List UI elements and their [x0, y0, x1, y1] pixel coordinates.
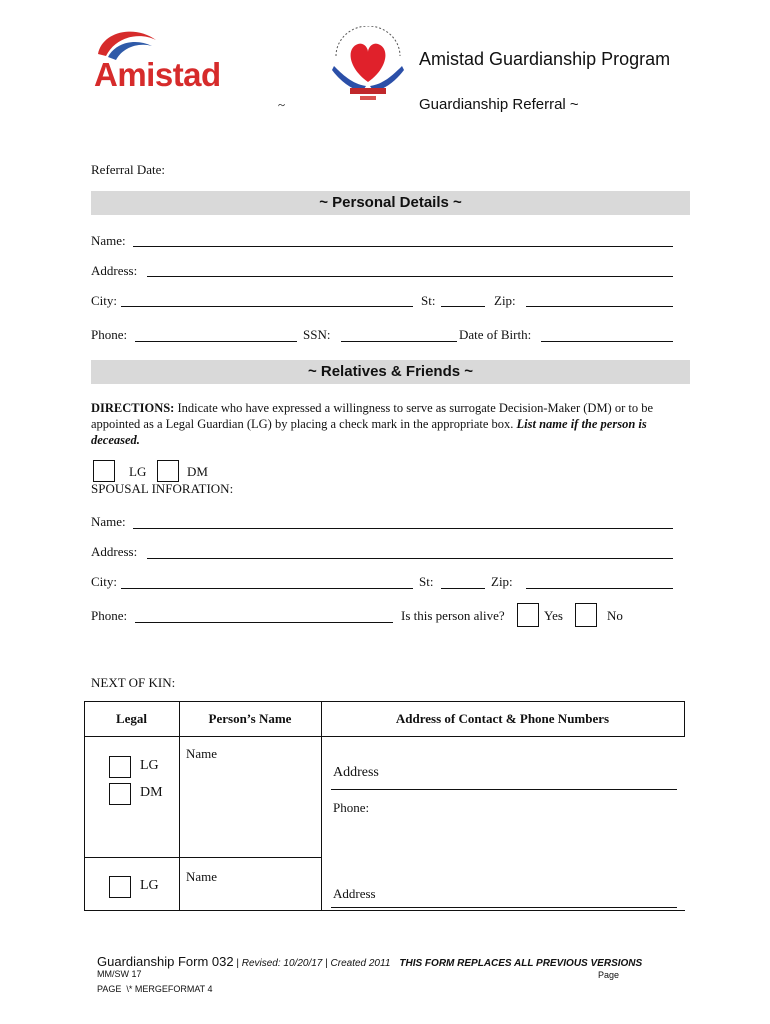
lg-checkbox[interactable]: [93, 460, 115, 482]
footer-revised: Revised: 10/20/17: [241, 958, 323, 969]
directions-text: [91, 400, 691, 448]
relatives-friends-banner: ~ Relatives & Friends ~: [91, 360, 690, 384]
footer-form-title: Guardianship Form 032: [97, 954, 234, 969]
footer-code: MM/SW 17: [97, 969, 142, 979]
zip-field[interactable]: [526, 306, 673, 307]
kin1-lg-label: LG: [140, 758, 159, 773]
footer-replaces-note: THIS FORM REPLACES ALL PREVIOUS VERSIONS: [399, 958, 643, 969]
col-header-persons-name: Person’s Name: [208, 711, 292, 726]
kin2-lg-checkbox[interactable]: [109, 876, 131, 898]
col-header-legal: Legal: [115, 711, 148, 726]
footer-page-field: PAGE \* MERGEFORMAT 4: [97, 984, 213, 994]
kin1-name-label[interactable]: Name: [186, 746, 218, 761]
spouse-st-label: St:: [419, 574, 434, 589]
ssn-field[interactable]: [341, 341, 457, 342]
name-field[interactable]: [133, 246, 673, 247]
kin2-address-label: Address: [333, 886, 376, 901]
amistad-logo: [94, 26, 230, 98]
dm-checkbox-label: DM: [187, 464, 208, 479]
spouse-address-field[interactable]: [147, 558, 673, 559]
referral-date-label: Referral Date:: [91, 162, 165, 177]
header-tilde: ~: [278, 97, 286, 112]
alive-yes-checkbox[interactable]: [517, 603, 539, 627]
amistad-logo-text: Amistad: [94, 56, 221, 93]
spouse-zip-label: Zip:: [491, 574, 513, 589]
spouse-address-label: Address:: [91, 544, 138, 559]
kin1-phone-label: Phone:: [333, 800, 370, 815]
directions-heading: DIRECTIONS:: [91, 401, 175, 415]
alive-no-checkbox[interactable]: [575, 603, 597, 627]
city-label: City:: [91, 293, 118, 308]
directions-body: Indicate who have expressed a willingness to serve as surrogate Decision-Maker (DM) or to be appointed as a Legal Guardian (LG) by placing a check mark in the appropriate box.: [91, 401, 654, 431]
spouse-st-field[interactable]: [441, 588, 485, 589]
kin1-lg-checkbox[interactable]: [109, 756, 131, 778]
footer-line: Guardianship Form 032 | Revised: 10/20/17 | Created 2011 THIS FORM REPLACES ALL PREVIOUS VERSIONS: [97, 954, 643, 969]
kin1-address-label: Address: [333, 765, 379, 780]
kin2-address-field[interactable]: [331, 907, 677, 908]
st-field[interactable]: [441, 306, 485, 307]
footer-page-label: Page: [598, 970, 620, 980]
kin2-lg-label: LG: [140, 878, 159, 893]
name-label: Name:: [91, 233, 126, 248]
spousal-info-heading: SPOUSAL INFORATION:: [91, 481, 234, 496]
address-field[interactable]: [147, 276, 673, 277]
city-field[interactable]: [121, 306, 413, 307]
program-seal-icon: [328, 26, 408, 102]
kin1-address-field[interactable]: [331, 789, 677, 790]
kin1-dm-label: DM: [140, 785, 163, 800]
program-title: Amistad Guardianship Program: [419, 49, 671, 69]
kin1-dm-checkbox[interactable]: [109, 783, 131, 805]
zip-label: Zip:: [494, 293, 516, 308]
dm-checkbox[interactable]: [157, 460, 179, 482]
footer-created: Created 2011: [330, 958, 391, 969]
directions-deceased-note: List name if the person is deceased.: [91, 417, 647, 447]
kin2-name-label[interactable]: Name: [186, 869, 218, 884]
spouse-zip-field[interactable]: [526, 588, 673, 589]
phone-label: Phone:: [91, 327, 128, 342]
spouse-name-field[interactable]: [133, 528, 673, 529]
col-header-address-contact: Address of Contact & Phone Numbers: [395, 711, 610, 726]
address-label: Address:: [91, 263, 138, 278]
ssn-label: SSN:: [303, 327, 331, 342]
lg-checkbox-label: LG: [129, 464, 147, 479]
spouse-phone-label: Phone:: [91, 608, 128, 623]
spouse-phone-field[interactable]: [135, 622, 393, 623]
st-label: St:: [421, 293, 436, 308]
dob-label: Date of Birth:: [459, 327, 532, 342]
alive-yes-label: Yes: [544, 608, 563, 623]
alive-question-label: Is this person alive?: [401, 608, 505, 623]
alive-no-label: No: [607, 608, 623, 623]
referral-subtitle: Guardianship Referral ~: [419, 96, 579, 113]
spouse-city-field[interactable]: [121, 588, 413, 589]
spouse-city-label: City:: [91, 574, 118, 589]
next-of-kin-heading: NEXT OF KIN:: [91, 675, 176, 690]
phone-field[interactable]: [135, 341, 297, 342]
dob-field[interactable]: [541, 341, 673, 342]
personal-details-banner: ~ Personal Details ~: [91, 191, 690, 215]
spouse-name-label: Name:: [91, 514, 126, 529]
